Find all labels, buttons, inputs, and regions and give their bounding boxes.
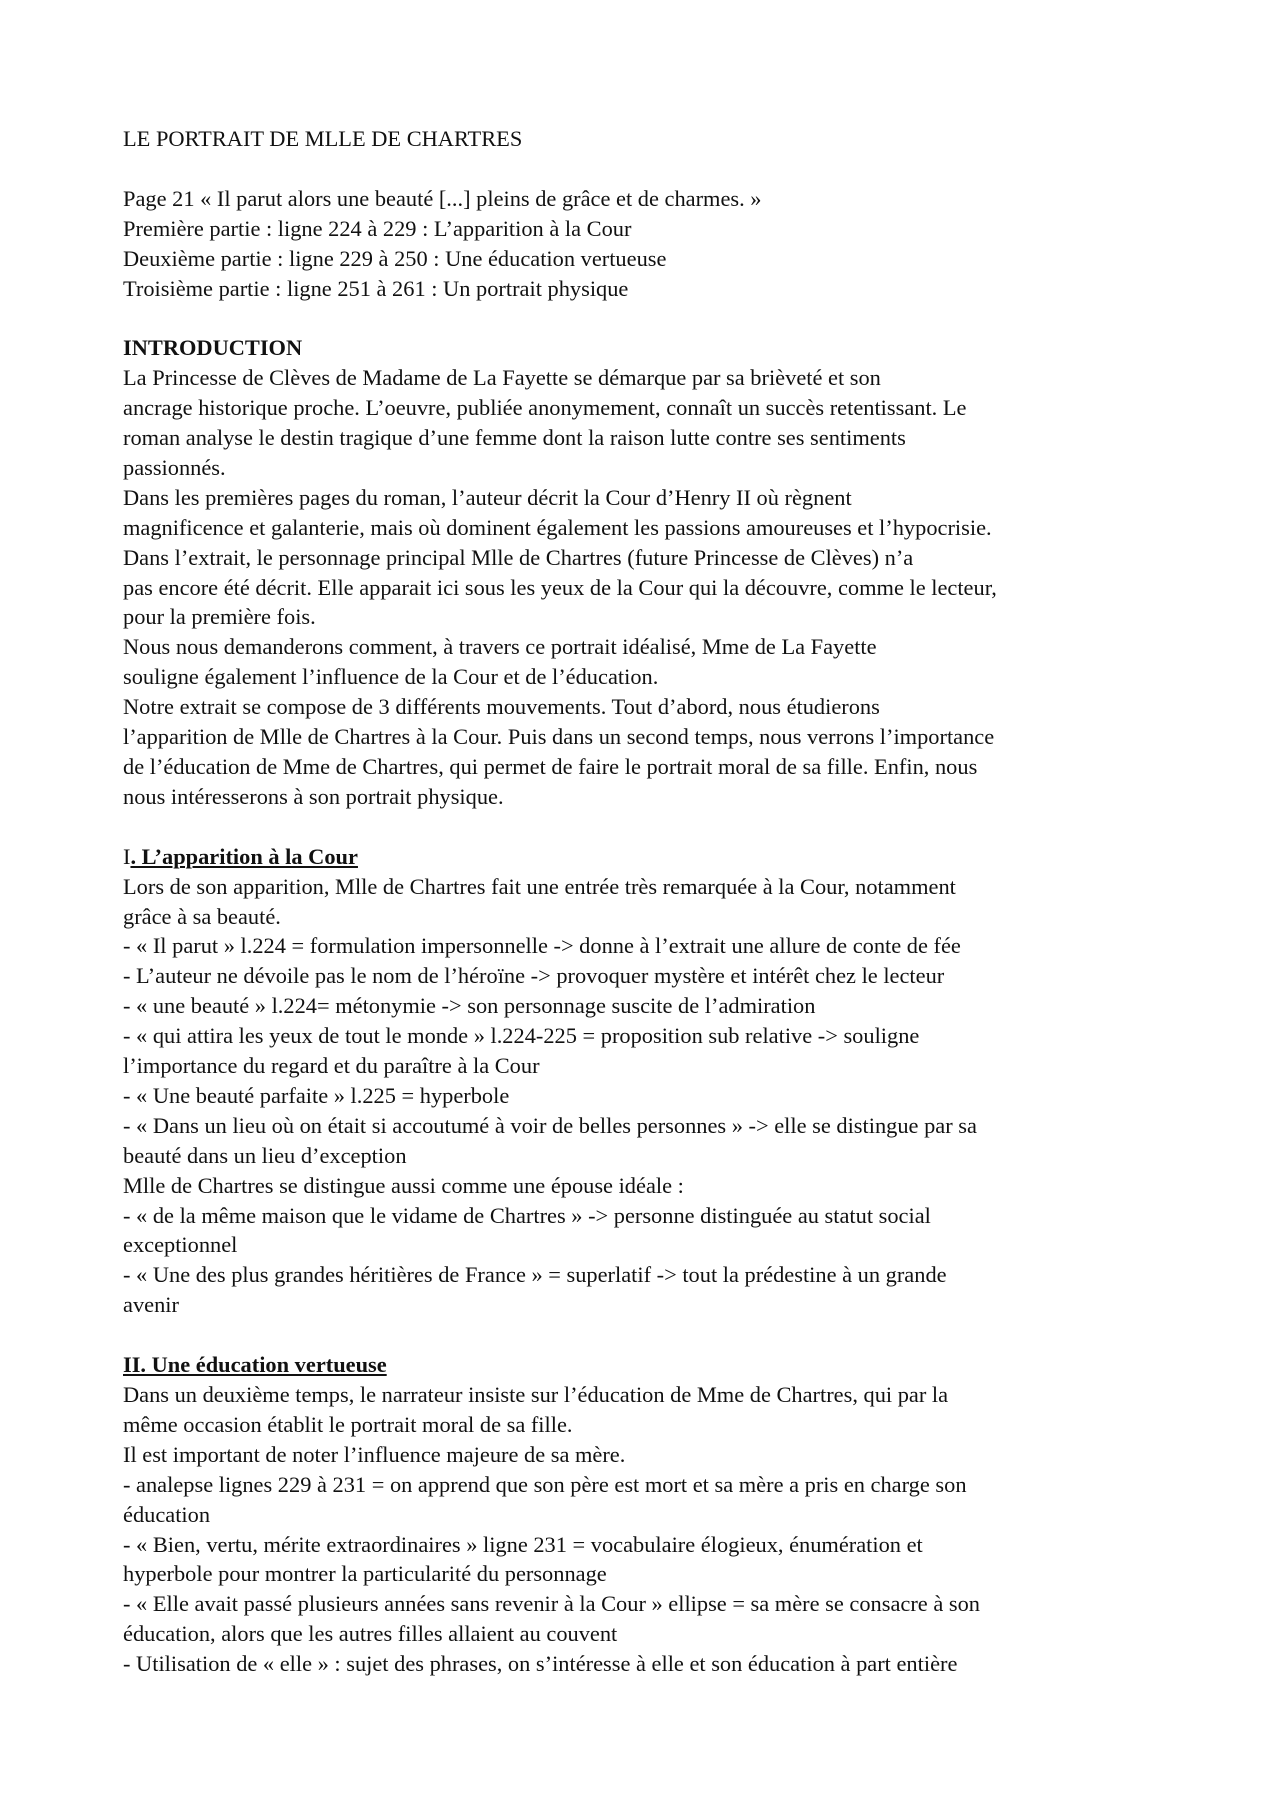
header-line: Première partie : ligne 224 à 229 : L’apparition à la Cour bbox=[123, 215, 632, 241]
spacer bbox=[123, 1320, 1180, 1350]
bullet-line: - « Elle avait passé plusieurs années sans revenir à la Cour » ellipse = sa mère se consacre à son bbox=[123, 1591, 980, 1617]
introduction-section bbox=[123, 333, 1180, 812]
spacer bbox=[123, 812, 1180, 842]
spacer bbox=[123, 154, 1180, 184]
paragraph-line: Dans l’extrait, le personnage principal Mlle de Chartres (future Princesse de Clèves) n’a bbox=[123, 544, 914, 570]
paragraph-line: ancrage historique proche. L’oeuvre, publiée anonymement, connaît un succès retentissant. Le bbox=[123, 395, 967, 421]
bullet-line: - analepse lignes 229 à 231 = on apprend que son père est mort et sa mère a pris en charge son bbox=[123, 1471, 967, 1497]
bullet-line: éducation bbox=[123, 1501, 211, 1527]
paragraph-line: Dans un deuxième temps, le narrateur insiste sur l’éducation de Mme de Chartres, qui par la bbox=[123, 1382, 949, 1407]
paragraph-line: roman analyse le destin tragique d’une femme dont la raison lutte contre ses sentiments bbox=[123, 425, 906, 451]
header-line: Deuxième partie : ligne 229 à 250 : Une éducation vertueuse bbox=[123, 245, 667, 271]
paragraph-line: Nous nous demanderons comment, à travers ce portrait idéalisé, Mme de La Fayette bbox=[123, 634, 877, 660]
paragraph-line: l’apparition de Mlle de Chartres à la Cour. Puis dans un second temps, nous verrons l’importance bbox=[123, 724, 995, 750]
bullet-line: - « Il parut » l.224 = formulation impersonnelle -> donne à l’extrait une allure de conte de fée bbox=[123, 933, 961, 959]
header-line: Troisième partie : ligne 251 à 261 : Un portrait physique bbox=[123, 275, 629, 301]
paragraph-line: La Princesse de Clèves de Madame de La Fayette se démarque par sa brièveté et son bbox=[123, 365, 881, 391]
bullet-line: - Utilisation de « elle » : sujet des phrases, on s’intéresse à elle et son éducation à part entière bbox=[123, 1651, 958, 1677]
section-one-heading bbox=[123, 842, 1180, 872]
paragraph-line: Il est important de noter l’influence majeure de sa mère. bbox=[123, 1441, 626, 1467]
section-one-numeral: I bbox=[123, 843, 131, 869]
bullet-line: hyperbole pour montrer la particularité du personnage bbox=[123, 1561, 607, 1587]
bullet-line: avenir bbox=[123, 1292, 179, 1318]
paragraph-line: magnificence et galanterie, mais où dominent également les passions amoureuses et l’hypocrisie. bbox=[123, 514, 992, 540]
paragraph-line: de l’éducation de Mme de Chartres, qui permet de faire le portrait moral de sa fille. Enfin, nous bbox=[123, 754, 978, 779]
bullet-line: - « Une beauté parfaite » l.225 = hyperbole bbox=[123, 1082, 510, 1108]
paragraph-line: pour la première fois. bbox=[123, 604, 316, 630]
bullet-line: - « Dans un lieu où on était si accoutumé à voir de belles personnes » -> elle se distingue par sa bbox=[123, 1112, 977, 1138]
spacer bbox=[123, 303, 1180, 333]
section-two-heading: II. Une éducation vertueuse bbox=[123, 1352, 387, 1378]
bullet-line: - « de la même maison que le vidame de Chartres » -> personne distinguée au statut social bbox=[123, 1202, 931, 1228]
header-block bbox=[123, 184, 1180, 304]
header-line: Page 21 « Il parut alors une beauté [...] pleins de grâce et de charmes. » bbox=[123, 185, 762, 211]
paragraph-line: même occasion établit le portrait moral de sa fille. bbox=[123, 1411, 573, 1437]
bullet-line: beauté dans un lieu d’exception bbox=[123, 1142, 407, 1168]
bullet-line: éducation, alors que les autres filles allaient au couvent bbox=[123, 1621, 618, 1647]
paragraph-line: Lors de son apparition, Mlle de Chartres fait une entrée très remarquée à la Cour, notamment bbox=[123, 873, 956, 899]
document-title: LE PORTRAIT DE MLLE DE CHARTRES bbox=[123, 126, 523, 151]
paragraph-line: Mlle de Chartres se distingue aussi comme une épouse idéale : bbox=[123, 1172, 684, 1198]
paragraph-line: souligne également l’influence de la Cour et de l’éducation. bbox=[123, 664, 659, 690]
introduction-heading: INTRODUCTION bbox=[123, 335, 303, 361]
paragraph-line: nous intéresserons à son portrait physique. bbox=[123, 783, 504, 809]
section-two bbox=[123, 1350, 1180, 1679]
bullet-line: exceptionnel bbox=[123, 1232, 238, 1258]
section-one-title: . L’apparition à la Cour bbox=[130, 843, 358, 869]
paragraph-line: grâce à sa beauté. bbox=[123, 903, 281, 929]
bullet-line: - « une beauté » l.224= métonymie -> son personnage suscite de l’admiration bbox=[123, 993, 816, 1019]
bullet-line: - « Une des plus grandes héritières de France » = superlatif -> tout la prédestine à un grande bbox=[123, 1262, 947, 1288]
paragraph-line: Dans les premières pages du roman, l’auteur décrit la Cour d’Henry II où règnent bbox=[123, 484, 852, 510]
bullet-line: l’importance du regard et du paraître à la Cour bbox=[123, 1053, 540, 1079]
bullet-line: - L’auteur ne dévoile pas le nom de l’héroïne -> provoquer mystère et intérêt chez le lecteur bbox=[123, 963, 945, 989]
bullet-line: - « Bien, vertu, mérite extraordinaires » ligne 231 = vocabulaire élogieux, énumération et bbox=[123, 1531, 923, 1557]
paragraph-line: passionnés. bbox=[123, 454, 226, 480]
bullet-line: - « qui attira les yeux de tout le monde » l.224-225 = proposition sub relative -> souligne bbox=[123, 1023, 920, 1049]
section-one bbox=[123, 842, 1180, 1321]
paragraph-line: pas encore été décrit. Elle apparait ici sous les yeux de la Cour qui la découvre, comme le lecteur, bbox=[123, 574, 997, 600]
paragraph-line: Notre extrait se compose de 3 différents mouvements. Tout d’abord, nous étudierons bbox=[123, 694, 880, 720]
